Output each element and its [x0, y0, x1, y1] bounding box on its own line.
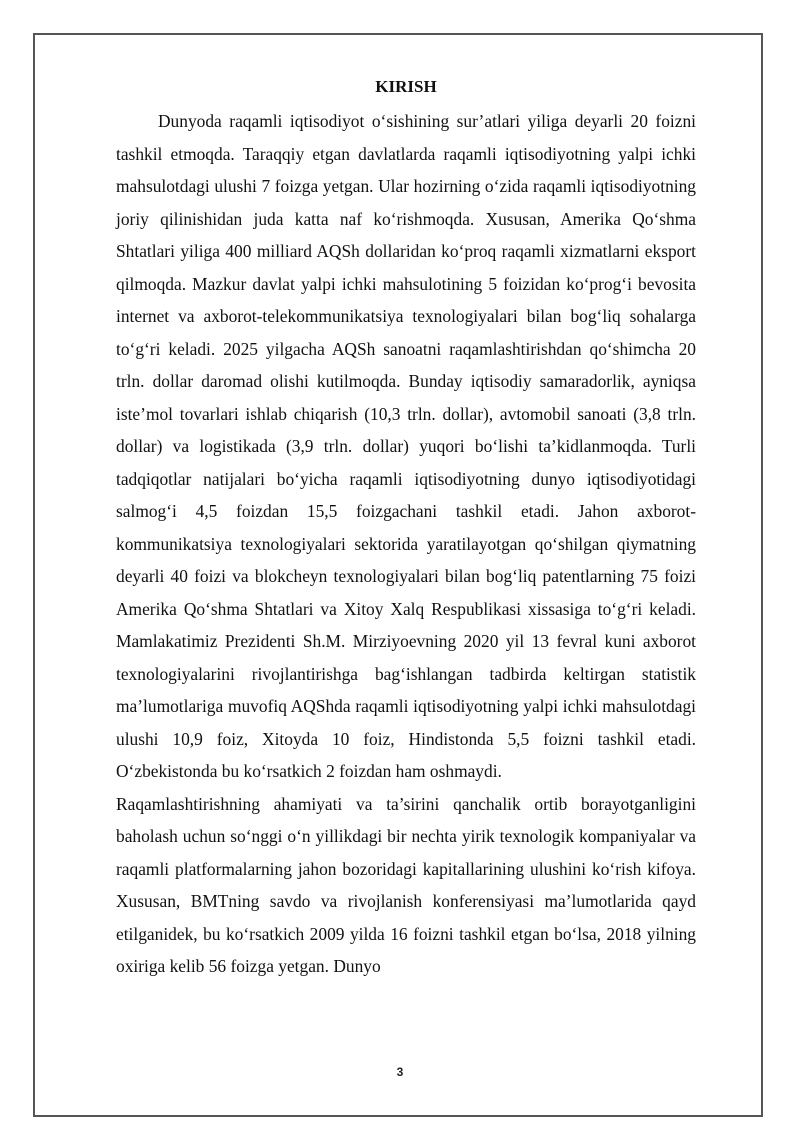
page-number: 3 [396, 1065, 404, 1079]
section-title: KIRISH [375, 77, 437, 96]
document-body [116, 69, 696, 983]
paragraph-1: Dunyoda raqamli iqtisodiyot o‘sishining sur’atlari yiliga deyarli 20 foizni tashkil etmoqda. Taraqqiy etgan davlatlarda raqamli iqtisodiyotning yalpi ichki mahsulotdagi ulushi 7 foizga yetgan. Ular hozirning o‘zida raqamli iqtisodiyotning joriy qilinishidan juda katta naf ko‘rishmoqda. Xususan, Amerika Qo‘shma Shtatlari yiliga 400 milliard AQSh dollaridan ko‘proq raqamli xizmatlarni eksport qilmoqda. Mazkur davlat yalpi ichki mahsulotining 5 foizidan ko‘prog‘i bevosita internet va axborot-telekommunikatsiya texnologiyalari bilan bog‘liq sohalarga to‘g‘ri keladi. 2025 yilgacha AQSh sanoatni raqamlashtirishdan qo‘shimcha 20 trln. dollar daromad olishi kutilmoqda. Bunday iqtisodiy samaradorlik, ayniqsa iste’mol tovarlari ishlab chiqarish (10,3 trln. dollar), avtomobil sanoati (3,8 trln. dollar) va logistikada (3,9 trln. dollar) yuqori bo‘lishi ta’kidlanmoqda. Turli tadqiqotlar natijalari bo‘yicha raqamli iqtisodiyotning dunyo iqtisodiyotidagi salmog‘i 4,5 foizdan 15,5 foizgachani tashkil etadi. Jahon axborot-kommunikatsiya texnologiyalari sektorida yaratilayotgan qo‘shilgan qiymatning deyarli 40 foizi va blokcheyn texnologiyalari bilan bog‘liq patentlarning 75 foizi Amerika Qo‘shma Shtatlari va Xitoy Xalq Respublikasi xissasiga to‘g‘ri keladi. Mamlakatimiz Prezidenti Sh.M. Mirziyoevning 2020 yil 13 fevral kuni axborot texnologiyalarini rivojlantirishga bag‘ishlangan tadbirda keltirgan statistik ma’lumotlariga muvofiq AQShda raqamli iqtisodiyotning yalpi ichki mahsulotdagi ulushi 10,9 foiz, Xitoyda 10 foiz, Hindistonda 5,5 foizni tashkil etadi. O‘zbekistonda bu ko‘rsatkich 2 foizdan ham oshmaydi. [116, 111, 696, 781]
paragraph-2: Raqamlashtirishning ahamiyati va ta’sirini qanchalik ortib borayotganligini baholash uchun so‘nggi o‘n yillikdagi bir nechta yirik texnologik kompaniyalar va raqamli platformalarning jahon bozoridagi kapitallarining ulushini ko‘rish kifoya. Xususan, BMTning savdo va rivojlanish konferensiyasi ma’lumotlarida qayd etilganidek, bu ko‘rsatkich 2009 yilda 16 foizni tashkil etgan bo‘lsa, 2018 yilning oxiriga kelib 56 foizga yetgan. Dunyo [116, 793, 696, 976]
